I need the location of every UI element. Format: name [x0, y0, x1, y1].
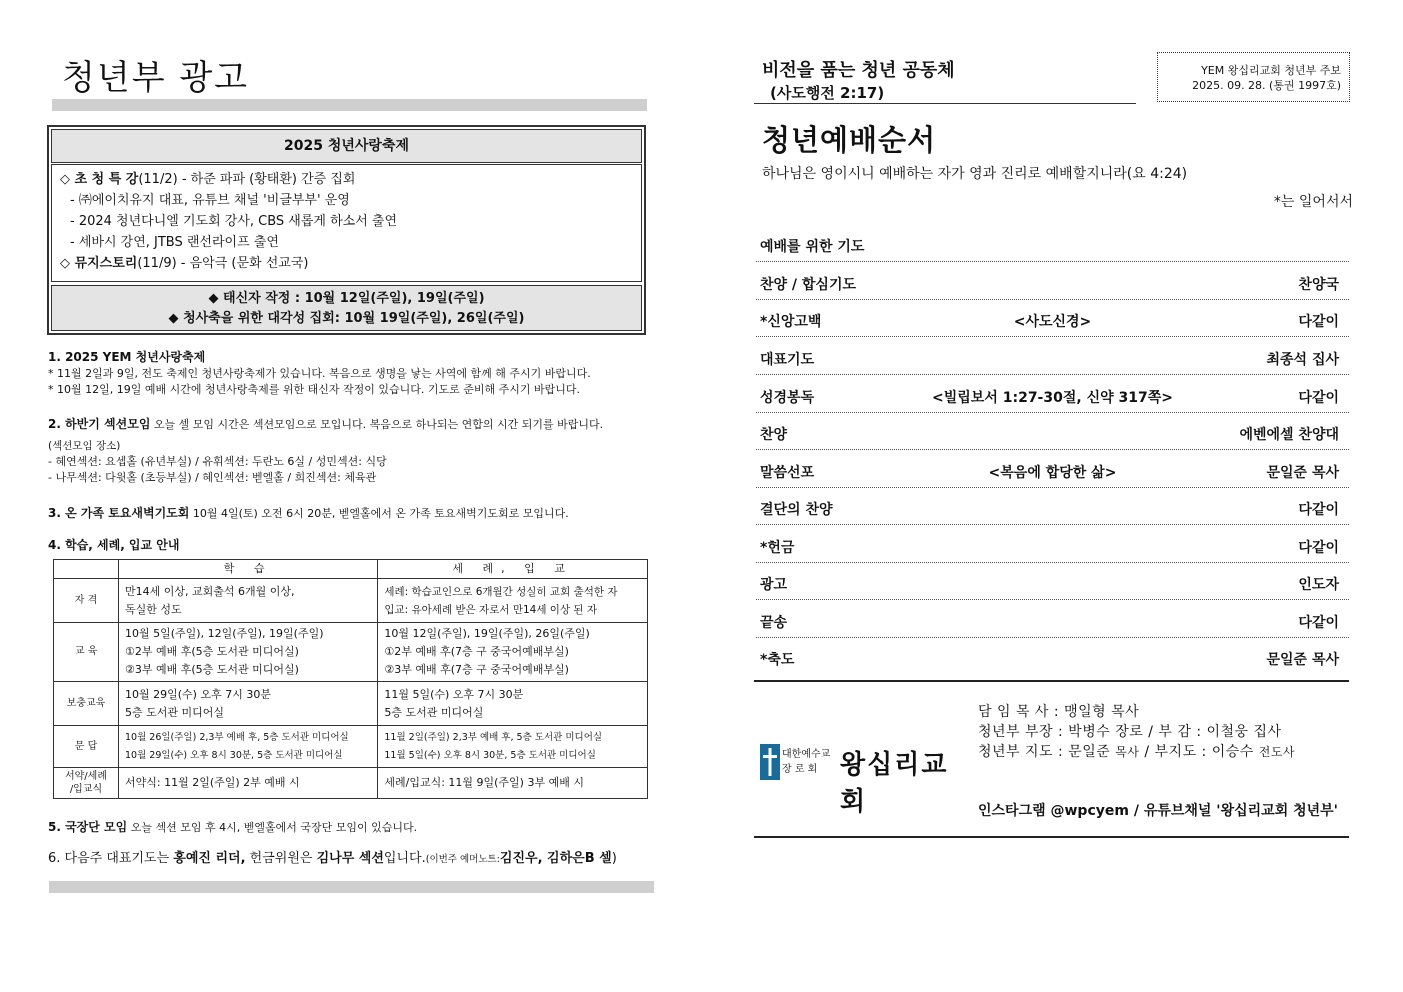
notice-2	[48, 416, 658, 486]
education-table	[53, 559, 648, 799]
stand-note: *는 일어서서	[1273, 194, 1353, 210]
festival-header: 2025 청년사랑축제	[51, 129, 642, 163]
table-header-row	[54, 560, 648, 579]
row-header: 보충교육	[54, 682, 119, 726]
staff-line: 청년부 지도 : 문일준 목사 / 부지도 : 이승수 전도사	[978, 744, 1296, 760]
notice-heading: 5. 국장단 모임	[48, 820, 128, 834]
order-row: 예배를 위한 기도	[756, 225, 1349, 262]
table-cell: 10월 12일(주일), 19일(주일), 26일(주일) ①2부 예배 후(7층 구 중국어예배부실) ②3부 예배 후(7층 구 중국어예배부실)	[378, 623, 648, 682]
note-close: )	[611, 851, 617, 866]
bottom-line	[754, 836, 1349, 838]
notice-text: 헌금위원은	[245, 851, 317, 866]
festival-footer	[51, 285, 642, 331]
title-underline-bar	[52, 99, 647, 111]
footer-bar	[49, 881, 654, 893]
column-header: 세 례, 입 교	[378, 560, 648, 579]
staff-line: 담 임 목 사 : 맹일형 목사	[978, 704, 1140, 720]
table-cell: 만14세 이상, 교회출석 6개월 이상, 독실한 성도	[119, 579, 378, 623]
table-row	[54, 768, 648, 799]
order-row: 대표기도 최종석 집사	[756, 338, 1349, 375]
notice-heading: 6. 다음주 대표기도는	[48, 851, 174, 866]
order-verse: 하나님은 영이시니 예배하는 자가 영과 진리로 예배할지니라(요 4:24)	[762, 166, 1188, 182]
church-logo	[760, 744, 960, 817]
vision-title: 비전을 품는 청년 공동체	[762, 60, 955, 81]
logo-church-name: 왕십리교회	[840, 750, 949, 817]
festival-footer-line: ◆ 태신자 작정 : 10월 12일(주일), 19일(주일)	[208, 291, 485, 306]
vision-underline	[754, 103, 1136, 104]
table-cell: 세례/입교식: 11월 9일(주일) 3부 예배 시	[378, 768, 648, 799]
festival-box	[47, 125, 646, 335]
table-row	[54, 682, 648, 726]
notice-text: * 11월 2일과 9일, 전도 축제인 청년사랑축제가 있습니다. 복음으로 생명을 낳는 사역에 함께 해 주시기 바랍니다.	[48, 367, 591, 380]
festival-line: ◇ 뮤지스토리(11/9) - 음악극 (문화 선교국)	[60, 256, 309, 271]
note-label: (이번주 예머노트:	[425, 854, 500, 865]
offering-section: 김나무 섹션	[316, 851, 384, 866]
table-corner	[54, 560, 119, 579]
row-header: 교 육	[54, 623, 119, 682]
notice-5	[48, 819, 658, 836]
table-cell: 11월 5일(수) 오후 7시 30분 5층 도서관 미디어실	[378, 682, 648, 726]
order-row: 성경봉독 <빌립보서 1:27-30절, 신약 317쪽> 다같이	[756, 376, 1349, 413]
festival-line: - 세바시 강연, JTBS 랜선라이프 출연	[70, 235, 279, 250]
vision-reference: (사도행전 2:17)	[770, 84, 885, 102]
place-label: (섹션모임 장소)	[48, 440, 121, 452]
order-row: 찬양 에벤에셀 찬양대	[756, 413, 1349, 450]
row-header: 서약/세례 /입교식	[54, 768, 119, 799]
staff-list	[978, 702, 1295, 762]
notice-heading: 2. 하반기 섹션모임	[48, 417, 151, 431]
notice-heading: 1. 2025 YEM 청년사랑축제	[48, 350, 206, 364]
notice-heading: 4. 학습, 세례, 입교 안내	[48, 538, 180, 552]
order-row: 결단의 찬양 다같이	[756, 488, 1349, 525]
order-row: 말씀선포 <복음에 합당한 삶> 문일준 목사	[756, 451, 1349, 488]
notice-1	[48, 349, 658, 398]
table-cell: 10월 26일(주일) 2,3부 예배 후, 5층 도서관 미디어실 10월 29일(수) 오후 8시 30분, 5층 도서관 미디어실	[119, 726, 378, 768]
order-row: 찬양 / 합심기도 찬양국	[756, 263, 1349, 300]
prayer-leader: 홍예진 리더,	[173, 851, 246, 866]
order-row: *축도 문일준 목사	[760, 652, 1339, 668]
festival-footer-line: ◆ 청사축을 위한 대각성 집회: 10월 19일(주일), 26일(주일)	[168, 311, 525, 326]
row-header: 문 답	[54, 726, 119, 768]
notice-4	[48, 537, 658, 554]
notice-text: 입니다.	[383, 851, 426, 866]
staff-line: 청년부 부장 : 박병수 장로 / 부 감 : 이철웅 집사	[978, 724, 1282, 740]
order-row: 광고 인도자	[756, 563, 1349, 600]
table-cell: 11월 2일(주일) 2,3부 예배 후, 5층 도서관 미디어실 11월 5일(수) 오후 8시 30분, 5층 도서관 미디어실	[378, 726, 648, 768]
order-title: 청년예배순서	[762, 123, 937, 157]
festival-body	[51, 164, 642, 282]
table-cell: 세례: 학습교인으로 6개월간 성실히 교회 출석한 자 입교: 유아세례 받은 자로서 만14세 이상 된 자	[378, 579, 648, 623]
festival-line: - ㈜에이치유지 대표, 유튜브 채널 '비글부부' 운영	[70, 193, 350, 208]
notice-text: * 10월 12일, 19일 예배 시간에 청년사랑축제를 위한 태신자 작정이 있습니다. 기도로 준비해 주시기 바랍니다.	[48, 383, 580, 396]
column-header: 학 습	[119, 560, 378, 579]
place-line: - 혜연섹션: 요셉홀 (유년부실) / 유휘섹션: 두란노 6실 / 성민섹션: 식당	[48, 455, 387, 468]
notice-text: 10월 4일(토) 오전 6시 20분, 벧엘홀에서 온 가족 토요새벽기도회로 모입니다.	[189, 507, 569, 520]
table-row	[54, 579, 648, 623]
note-names: 김진우, 김하은B 셀	[499, 851, 612, 866]
page-title: 청년부 광고	[62, 58, 250, 98]
table-row	[54, 623, 648, 682]
notice-3	[48, 505, 658, 522]
bulletin-name: YEM 왕십리교회 청년부 주보	[1201, 64, 1341, 77]
order-row: 끝송 다같이	[756, 601, 1349, 638]
place-line: - 나무섹션: 다윗홀 (초등부실) / 혜인섹션: 벧엘홀 / 희진섹션: 체육관	[48, 471, 377, 484]
notice-text: 오늘 셀 모임 시간은 섹션모임으로 모입니다. 복음으로 하나되는 연합의 시간 되기를 바랍니다.	[150, 418, 604, 431]
festival-line: ◇ 초 청 특 강(11/2) - 하준 파파 (황태환) 간증 집회	[60, 172, 356, 187]
table-cell: 10월 5일(주일), 12일(주일), 19일(주일) ①2부 예배 후(5층 도서관 미디어실) ②3부 예배 후(5층 도서관 미디어실)	[119, 623, 378, 682]
table-cell: 서약식: 11월 2일(주일) 2부 예배 시	[119, 768, 378, 799]
notice-6	[48, 850, 658, 868]
row-header: 자 격	[54, 579, 119, 623]
cross-icon	[760, 744, 780, 780]
table-row	[54, 726, 648, 768]
order-row: *헌금 다같이	[756, 526, 1349, 563]
order-row: *신앙고백 <사도신경> 다같이	[756, 300, 1349, 337]
sns-info: 인스타그램 @wpcyem / 유튜브채널 '왕십리교회 청년부'	[978, 803, 1338, 819]
bulletin-info-box	[1157, 52, 1350, 102]
logo-denomination: 대한예수교 장 로 회	[782, 749, 831, 775]
order-end-line	[754, 680, 1349, 682]
table-cell: 10월 29일(수) 오후 7시 30분 5층 도서관 미디어실	[119, 682, 378, 726]
notice-heading: 3. 온 가족 토요새벽기도회	[48, 506, 190, 520]
bulletin-date: 2025. 09. 28. (통권 1997호)	[1192, 79, 1341, 92]
festival-line: - 2024 청년다니엘 기도회 강사, CBS 새롭게 하소서 출연	[70, 214, 398, 229]
notice-text: 오늘 섹션 모임 후 4시, 벧엘홀에서 국장단 모임이 있습니다.	[127, 821, 418, 834]
